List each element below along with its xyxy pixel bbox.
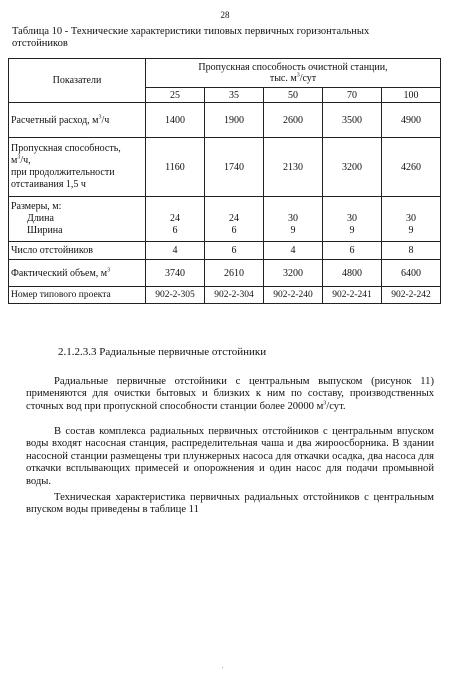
rate-label-post: /ч [101,114,110,126]
width-value: 9 [290,225,296,236]
volume-label-text: Фактический объем, м [11,267,108,279]
size-values [264,197,323,242]
capacity-label-line-2 [11,155,143,167]
project-value: 902-2-240 [264,287,323,304]
capacity-value: 1160 [146,138,205,197]
section-title: 2.1.2.3.3 Радиальные первичные отстойники [58,346,267,358]
header-capacity-unit [270,73,316,84]
count-value: 6 [205,242,264,260]
width-value: 9 [349,225,355,236]
rate-value: 1400 [146,103,205,138]
table-row-count [9,242,441,260]
length-value: 24 [229,213,239,224]
rate-value: 1900 [205,103,264,138]
caption-line-2: отстойников [12,38,68,49]
rate-label-text: Расчетный расход, м [11,114,99,126]
count-value: 8 [382,242,441,260]
unit-post: /сут [299,73,317,84]
specs-table [8,58,441,304]
size-length-label: Длина [27,213,54,224]
capacity-label-line-1: Пропускная способность, [11,143,121,154]
page-number: 28 [220,10,230,20]
capacity-label-line-4: отстаивания 1,5 ч [11,179,86,190]
volume-label-sup: 3 [107,267,111,274]
capacity-unit-pre: м [11,155,18,166]
length-value: 30 [288,213,298,224]
table-row-project [9,287,441,304]
volume-value: 3740 [146,260,205,287]
size-values [382,197,441,242]
count-value: 6 [323,242,382,260]
size-label [9,197,146,242]
count-label: Число отстойников [9,242,146,260]
rate-label-sup: 3 [98,114,102,121]
rate-value: 4900 [382,103,441,138]
caption-line-1: Таблица 10 - Технические характеристики типовых первичных горизонтальных [12,26,370,37]
header-capacity-text: Пропускная способность очистной станции, [198,62,388,73]
capacity-col-5: 100 [382,88,441,103]
rate-label [9,103,146,138]
width-value: 9 [408,225,414,236]
rate-value: 3500 [323,103,382,138]
volume-value: 3200 [264,260,323,287]
capacity-col-4: 70 [323,88,382,103]
capacity-col-1: 25 [146,88,205,103]
project-value: 902-2-305 [146,287,205,304]
paragraph-2: В состав комплекса радиальных первичных отстойников с центральным впуском воды входят насосная станция, распределительная чаша и два жироосборника. В здании насосной станции размещены три плунжерных насоса для откачки осадка, два насоса для откачки всплывающих примесей и опорожнения и один насос для подачи промывной воды. [26,426,434,487]
size-values [323,197,382,242]
header-capacity [146,59,441,88]
capacity-label-line-3: при продолжительности [11,167,115,178]
capacity-col-3: 50 [264,88,323,103]
project-value: 902-2-304 [205,287,264,304]
length-value: 24 [170,213,180,224]
header-indicators: Показатели [9,59,146,103]
capacity-value: 2130 [264,138,323,197]
table-row-rate [9,103,441,138]
volume-value: 4800 [323,260,382,287]
length-value: 30 [406,213,416,224]
project-label: Номер типового проекта [9,287,146,304]
paragraph-1-sup: 3 [323,400,327,407]
size-label-title: Размеры, м: [11,201,62,212]
table-row-capacity [9,138,441,197]
volume-value: 2610 [205,260,264,287]
size-values [205,197,264,242]
size-values [146,197,205,242]
capacity-label [9,138,146,197]
paragraph-1 [26,376,434,413]
capacity-value: 1740 [205,138,264,197]
width-value: 6 [172,225,178,236]
paragraph-1-tail: /сут. [326,400,346,412]
table-row-volume [9,260,441,287]
capacity-col-2: 35 [205,88,264,103]
volume-label [9,260,146,287]
paragraph-3: Техническая характеристика первичных радиальных отстойников с центральным впуском воды приведены в таблице 11 [26,492,434,516]
unit-sup: 3 [296,72,300,79]
capacity-value: 3200 [323,138,382,197]
footer-mark: . [222,664,224,670]
capacity-unit-sup: 3 [17,154,21,161]
capacity-value: 4260 [382,138,441,197]
width-value: 6 [231,225,237,236]
table-caption [12,26,438,50]
length-value: 30 [347,213,357,224]
table-row-size [9,197,441,242]
capacity-unit-post: /ч, [20,155,31,166]
project-value: 902-2-242 [382,287,441,304]
count-value: 4 [264,242,323,260]
size-width-label: Ширина [27,225,63,236]
unit-pre: тыс. м [269,73,297,84]
count-value: 4 [146,242,205,260]
project-value: 902-2-241 [323,287,382,304]
paragraph-1-text: Радиальные первичные отстойники с центральным выпуском (рисунок 11) применяются для очистки бытовых и близких к ним по составу, производственных сточных вод при пропускной способности станции более 20000 м [26,376,434,412]
volume-value: 6400 [382,260,441,287]
rate-value: 2600 [264,103,323,138]
